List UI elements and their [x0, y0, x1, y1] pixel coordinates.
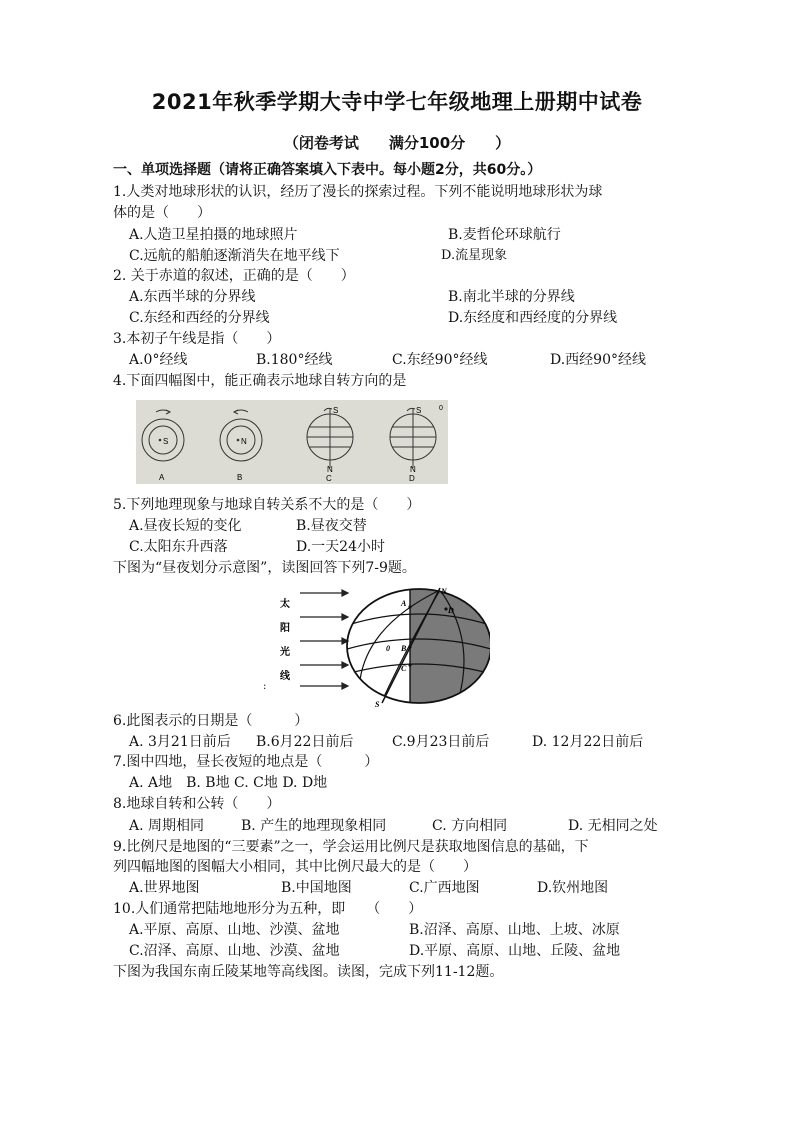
sun-ray-char-1: 太: [280, 599, 290, 610]
q7-9-intro: 下图为“昼夜划分示意图”，读图回答下列7-9题。: [113, 560, 416, 576]
q9-stem-line1: 9.比例尺是地图的“三要素”之一，学会运用比例尺是获取地图信息的基础，下: [113, 839, 589, 855]
q2-option-a: A.东西半球的分界线: [129, 289, 256, 305]
q1-option-b: B.麦哲伦环球航行: [448, 227, 561, 243]
exam-title: 2021年秋季学期大寺中学七年级地理上册期中试卷: [151, 90, 643, 114]
q8-option-a: A. 周期相同: [129, 818, 205, 834]
q2-option-b: B.南北半球的分界线: [448, 289, 575, 305]
q6-stem: 6.此图表示的日期是（ ）: [113, 713, 309, 729]
figure-background: [136, 400, 448, 484]
globe-c-label: C: [326, 474, 332, 483]
q3-option-c: C.东经90°经线: [392, 352, 488, 368]
label-a: A: [401, 599, 407, 608]
q3-option-b: B.180°经线: [256, 352, 333, 368]
q8-stem: 8.地球自转和公转（ ）: [113, 796, 281, 812]
q1-stem-line1: 1.人类对地球形状的认识，经历了漫长的探索过程。下列不能说明地球形状为球: [113, 184, 603, 200]
rotation-direction-figure: [136, 400, 448, 484]
globe-b-label: B: [237, 473, 243, 482]
label-n: N: [441, 587, 447, 596]
globe-b-pole-label: N: [241, 437, 247, 446]
q7-stem: 7.图中四地，昼长夜短的地点是（ ）: [113, 754, 379, 770]
q6-option-d: D. 12月22日前后: [532, 734, 644, 750]
section-heading: 一、单项选择题（请将正确答案填入下表中。每小题2分，共60分。）: [113, 162, 542, 178]
globe-c-top-label: S: [333, 406, 339, 415]
q10-stem: 10.人们通常把陆地地形分为五种，即 （ ）: [113, 901, 423, 917]
q9-option-c: C.广西地图: [409, 880, 480, 896]
figure-corner-mark: 0: [439, 405, 443, 412]
q6-option-b: B.6月22日前后: [256, 734, 354, 750]
q10-option-d: D.平原、高原、山地、丘陵、盆地: [409, 943, 621, 959]
q7-options: A. A地 B. B地 C. C地 D. D地: [129, 775, 328, 791]
q11-12-intro: 下图为我国东南丘陵某地等高线图。读图，完成下列11-12题。: [113, 964, 504, 980]
q1-stem-line2: 体的是（ ）: [113, 205, 211, 221]
sun-ray-char-2: 阳: [280, 623, 290, 634]
q1-option-c: C.远航的船舶逐渐消失在地平线下: [129, 248, 340, 264]
q1-option-a: A.人造卫星拍摄的地球照片: [129, 227, 298, 243]
q3-stem: 3.本初子午线是指（ ）: [113, 331, 281, 347]
q10-option-c: C.沼泽、高原、山地、沙漠、盆地: [129, 943, 340, 959]
q8-option-c: C. 方向相同: [432, 818, 508, 834]
q2-stem: 2. 关于赤道的叙述，正确的是（ ）: [113, 268, 355, 284]
q2-option-c: C.东经和西经的分界线: [129, 310, 270, 326]
exam-subtitle: （闭卷考试 满分100分 ）: [283, 134, 511, 152]
q10-option-b: B.沼泽、高原、山地、上坡、冰原: [409, 922, 620, 938]
label-c: C: [401, 664, 407, 673]
q5-option-d: D.一天24小时: [296, 539, 385, 555]
q5-option-c: C.太阳东升西落: [129, 539, 228, 555]
day-night-figure: [258, 585, 490, 710]
q9-stem-line2: 列四幅地图的图幅大小相同，其中比例尺最大的是（ ）: [113, 859, 477, 875]
globe-a-pole-label: S: [163, 437, 169, 446]
globe-a-label: A: [159, 473, 165, 482]
q9-option-a: A.世界地图: [129, 880, 200, 896]
label-zero: 0: [386, 644, 390, 653]
label-s: S: [375, 700, 380, 709]
sun-ray-char-3: 光: [280, 647, 290, 658]
sun-ray-arrows: [300, 590, 348, 689]
q5-option-a: A.昼夜长短的变化: [129, 518, 242, 534]
q3-option-a: A.0°经线: [129, 352, 188, 368]
q10-option-a: A.平原、高原、山地、沙漠、盆地: [129, 922, 340, 938]
q9-option-d: D.钦州地图: [537, 880, 609, 896]
q9-option-b: B.中国地图: [281, 880, 352, 896]
label-d: D: [448, 606, 454, 615]
side-mark: :: [263, 681, 267, 692]
label-b: B: [401, 644, 407, 653]
q3-option-d: D.西经90°经线: [550, 352, 646, 368]
q8-option-b: B. 产生的地理现象相同: [241, 818, 387, 834]
q6-option-c: C.9月23日前后: [392, 734, 490, 750]
globe-d-label: D: [409, 474, 415, 483]
night-side: [410, 585, 490, 710]
q1-option-d: D.流星现象: [441, 248, 508, 263]
sun-ray-char-4: 线: [280, 671, 290, 682]
q4-stem: 4.下面四幅图中，能正确表示地球自转方向的是: [113, 373, 407, 389]
q6-option-a: A. 3月21日前后: [129, 734, 231, 750]
q2-option-d: D.东经度和西经度的分界线: [448, 310, 618, 326]
q8-option-d: D. 无相同之处: [568, 818, 658, 834]
q5-option-b: B.昼夜交替: [296, 518, 367, 534]
q5-stem: 5.下列地理现象与地球自转关系不大的是（ ）: [113, 497, 421, 513]
globe-c-bottom-label: N: [327, 465, 333, 474]
globe-d-top-label: S: [416, 406, 422, 415]
globe-d-bottom-label: N: [410, 465, 416, 474]
